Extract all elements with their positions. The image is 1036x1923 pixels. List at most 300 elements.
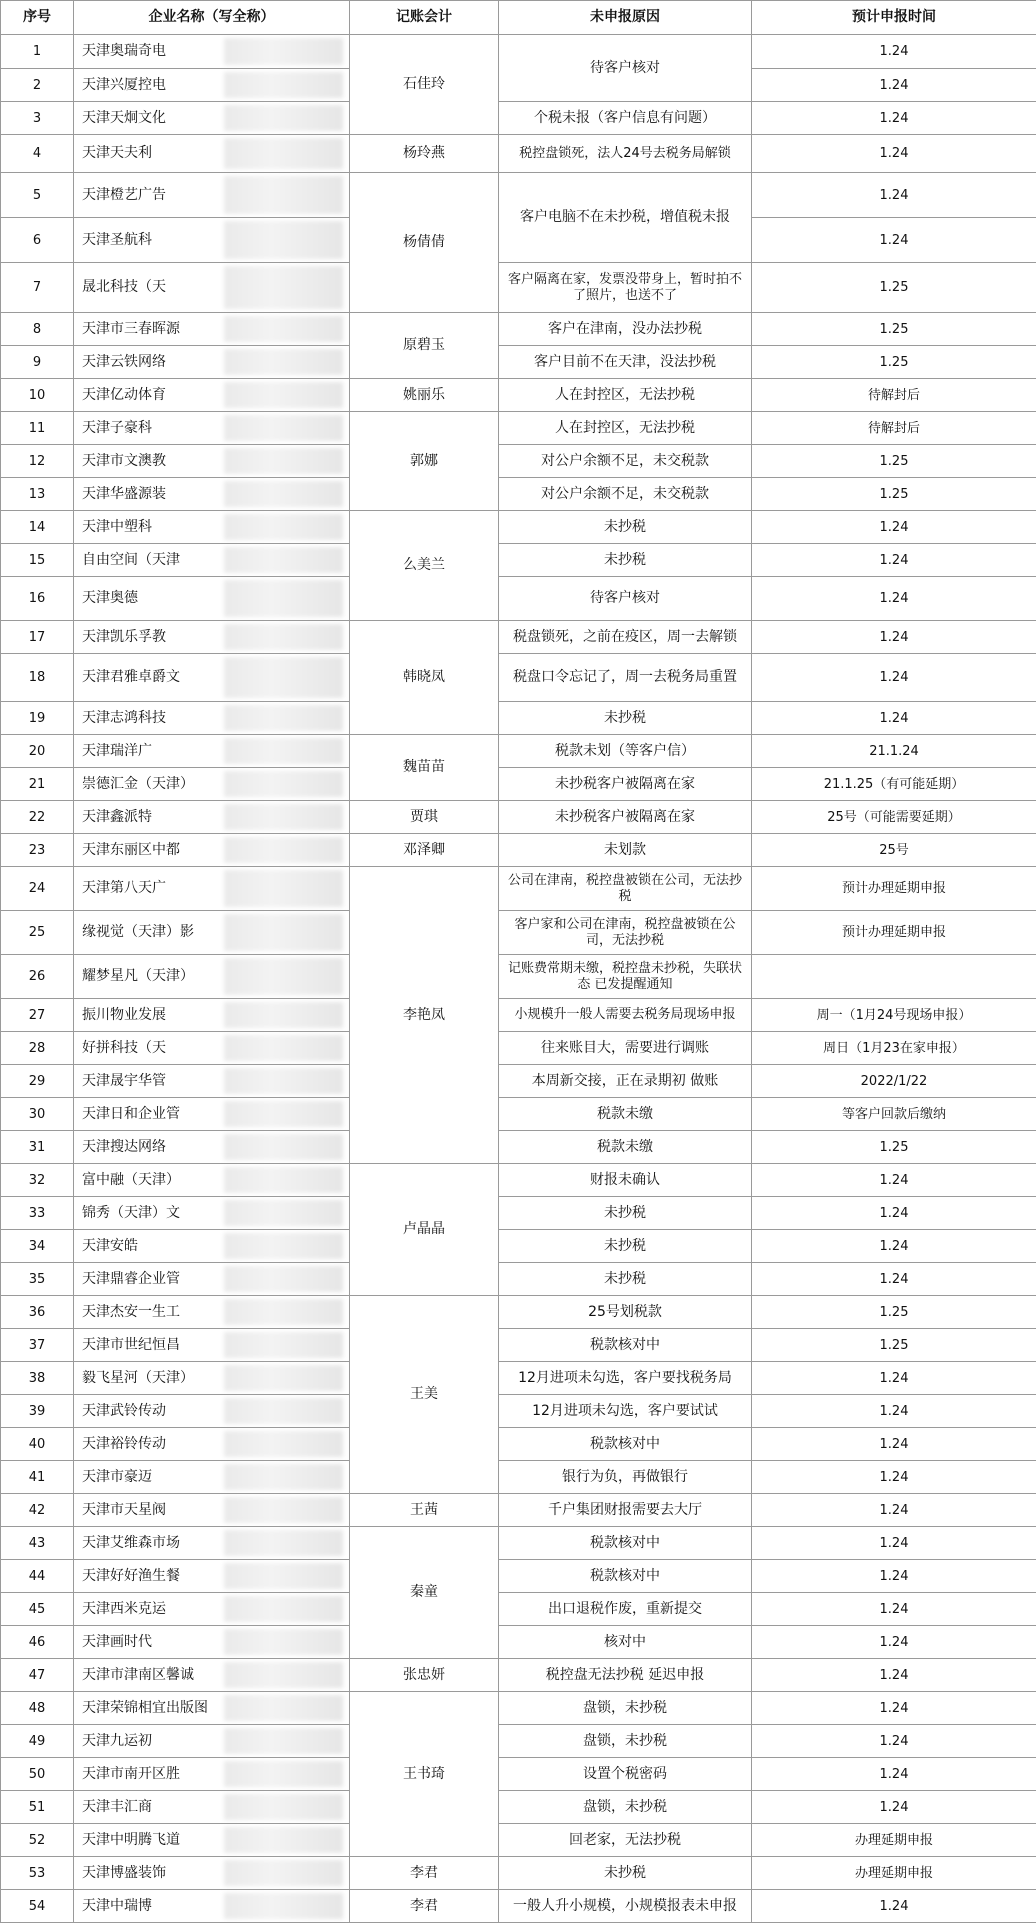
company-name: 天津兴厦控电 <box>82 77 166 93</box>
expected-time-cell: 1.24 <box>752 577 1036 621</box>
accountant-cell: 杨倩倩 <box>350 173 499 313</box>
table-row <box>1 135 1036 173</box>
expected-time-cell: 1.25 <box>752 1329 1036 1362</box>
row-index: 2 <box>1 69 74 102</box>
table-row <box>1 511 1036 544</box>
row-index: 39 <box>1 1395 74 1428</box>
company-name-cell <box>74 955 350 999</box>
table-row <box>1 1758 1036 1791</box>
row-index: 47 <box>1 1659 74 1692</box>
company-name: 天津奥瑞奇电 <box>82 43 166 59</box>
accountant-cell: 石佳玲 <box>350 35 499 135</box>
row-index: 7 <box>1 263 74 313</box>
table-row <box>1 1131 1036 1164</box>
reason-cell: 核对中 <box>499 1626 752 1659</box>
reason-cell: 税款未划（等客户信） <box>499 735 752 768</box>
redaction-blur <box>224 1794 343 1820</box>
accountant-cell: 王美 <box>350 1296 499 1494</box>
redaction-blur <box>224 1233 343 1259</box>
redaction-blur <box>224 382 343 408</box>
table-row <box>1 313 1036 346</box>
reason-cell: 未抄税客户被隔离在家 <box>499 768 752 801</box>
row-index: 16 <box>1 577 74 621</box>
company-name: 天津市文澳教 <box>82 453 166 469</box>
company-name-cell <box>74 1428 350 1461</box>
company-name: 天津亿动体育 <box>82 387 166 403</box>
redaction-blur <box>224 1332 343 1358</box>
company-name-cell <box>74 801 350 834</box>
row-index: 32 <box>1 1164 74 1197</box>
reason-cell: 税款核对中 <box>499 1329 752 1362</box>
company-name: 锦秀（天津）文 <box>82 1205 180 1221</box>
reason-cell: 未抄税 <box>499 1197 752 1230</box>
row-index: 29 <box>1 1065 74 1098</box>
row-index: 4 <box>1 135 74 173</box>
row-index: 13 <box>1 478 74 511</box>
redaction-blur <box>224 1695 343 1721</box>
table-row <box>1 867 1036 911</box>
row-index: 42 <box>1 1494 74 1527</box>
redaction-blur <box>224 1464 343 1490</box>
company-name: 天津天夫利 <box>82 145 152 161</box>
row-index: 5 <box>1 173 74 218</box>
row-index: 51 <box>1 1791 74 1824</box>
table-row <box>1 1791 1036 1824</box>
redaction-blur <box>224 1497 343 1523</box>
redaction-blur <box>224 1200 343 1226</box>
company-name: 天津搜达网络 <box>82 1139 166 1155</box>
redaction-blur <box>224 958 343 995</box>
company-name: 天津市世纪恒昌 <box>82 1337 180 1353</box>
company-name: 富中融（天津） <box>82 1172 180 1188</box>
expected-time-cell: 1.24 <box>752 1230 1036 1263</box>
expected-time-cell: 1.24 <box>752 1692 1036 1725</box>
reason-cell: 待客户核对 <box>499 35 752 102</box>
company-name-cell <box>74 1131 350 1164</box>
redaction-blur <box>224 138 343 169</box>
company-name-cell <box>74 1758 350 1791</box>
reason-cell: 个税未报（客户信息有问题） <box>499 102 752 135</box>
reason-cell: 税控盘无法抄税 延迟申报 <box>499 1659 752 1692</box>
reason-cell: 客户目前不在天津，没法抄税 <box>499 346 752 379</box>
table-row <box>1 445 1036 478</box>
accountant-cell: 卢晶晶 <box>350 1164 499 1296</box>
redaction-blur <box>224 1761 343 1787</box>
row-index: 8 <box>1 313 74 346</box>
table-row <box>1 346 1036 379</box>
row-index: 6 <box>1 218 74 263</box>
company-name: 天津鑫派特 <box>82 809 152 825</box>
company-name-cell <box>74 1230 350 1263</box>
reason-cell: 客户家和公司在津南，税控盘被锁在公司，无法抄税 <box>499 911 752 955</box>
header-expected-time: 预计申报时间 <box>752 1 1036 35</box>
company-name-cell <box>74 544 350 577</box>
table-row <box>1 801 1036 834</box>
company-name-cell <box>74 1098 350 1131</box>
company-name-cell <box>74 1824 350 1857</box>
table-row <box>1 35 1036 69</box>
accountant-cell: 郭娜 <box>350 412 499 511</box>
expected-time-cell: 1.25 <box>752 346 1036 379</box>
expected-time-cell: 1.24 <box>752 102 1036 135</box>
accountant-cell: 李艳凤 <box>350 867 499 1164</box>
redaction-blur <box>224 657 343 698</box>
expected-time-cell: 1.24 <box>752 1428 1036 1461</box>
company-name-cell <box>74 702 350 735</box>
expected-time-cell: 1.24 <box>752 1461 1036 1494</box>
row-index: 52 <box>1 1824 74 1857</box>
company-name: 天津丰汇商 <box>82 1799 152 1815</box>
redaction-blur <box>224 1629 343 1655</box>
expected-time-cell: 1.24 <box>752 1527 1036 1560</box>
accountant-cell: 秦童 <box>350 1527 499 1659</box>
redaction-blur <box>224 1563 343 1589</box>
row-index: 36 <box>1 1296 74 1329</box>
row-index: 9 <box>1 346 74 379</box>
redaction-blur <box>224 1134 343 1160</box>
table-row <box>1 702 1036 735</box>
accountant-cell: 么美兰 <box>350 511 499 621</box>
accountant-cell: 贾琪 <box>350 801 499 834</box>
reason-cell: 人在封控区，无法抄税 <box>499 412 752 445</box>
company-name: 天津晟宇华管 <box>82 1073 166 1089</box>
company-name-cell <box>74 654 350 702</box>
redaction-blur <box>224 1893 343 1919</box>
company-name: 天津圣航科 <box>82 232 152 248</box>
redaction-blur <box>224 738 343 764</box>
row-index: 3 <box>1 102 74 135</box>
company-name: 天津华盛源装 <box>82 486 166 502</box>
company-name-cell <box>74 135 350 173</box>
company-name-cell <box>74 1263 350 1296</box>
row-index: 17 <box>1 621 74 654</box>
company-name-cell <box>74 173 350 218</box>
company-name-cell <box>74 412 350 445</box>
reason-cell: 税款未缴 <box>499 1098 752 1131</box>
expected-time-cell: 等客户回款后缴纳 <box>752 1098 1036 1131</box>
reason-cell: 未抄税 <box>499 511 752 544</box>
table-row <box>1 412 1036 445</box>
company-name: 天津志鸿科技 <box>82 710 166 726</box>
redaction-blur <box>224 1431 343 1457</box>
reason-cell: 客户在津南，没办法抄税 <box>499 313 752 346</box>
row-index: 11 <box>1 412 74 445</box>
table-row <box>1 173 1036 218</box>
row-index: 1 <box>1 35 74 69</box>
table-row <box>1 1032 1036 1065</box>
company-name: 天津凯乐孚教 <box>82 629 166 645</box>
table-row <box>1 1527 1036 1560</box>
expected-time-cell: 办理延期申报 <box>752 1824 1036 1857</box>
company-name-cell <box>74 1395 350 1428</box>
table-row <box>1 478 1036 511</box>
company-name: 天津中明腾飞道 <box>82 1832 180 1848</box>
redaction-blur <box>224 221 343 259</box>
redaction-blur <box>224 349 343 375</box>
company-name: 天津云铁网络 <box>82 354 166 370</box>
company-name-cell <box>74 1065 350 1098</box>
row-index: 28 <box>1 1032 74 1065</box>
reason-cell: 税款核对中 <box>499 1428 752 1461</box>
header-accountant: 记账会计 <box>350 1 499 35</box>
reason-cell: 12月进项未勾选，客户要试试 <box>499 1395 752 1428</box>
redaction-blur <box>224 1530 343 1556</box>
redaction-blur <box>224 771 343 797</box>
row-index: 12 <box>1 445 74 478</box>
accountant-cell: 杨玲燕 <box>350 135 499 173</box>
expected-time-cell: 1.24 <box>752 511 1036 544</box>
accountant-cell: 原碧玉 <box>350 313 499 379</box>
redaction-blur <box>224 38 343 65</box>
table-row <box>1 1065 1036 1098</box>
redaction-blur <box>224 1827 343 1853</box>
expected-time-cell: 1.25 <box>752 1131 1036 1164</box>
redaction-blur <box>224 105 343 131</box>
table-row <box>1 654 1036 702</box>
table-row <box>1 1098 1036 1131</box>
company-name: 天津市豪迈 <box>82 1469 152 1485</box>
redaction-blur <box>224 914 343 951</box>
redaction-blur <box>224 514 343 540</box>
expected-time-cell: 1.24 <box>752 1395 1036 1428</box>
redaction-blur <box>224 1596 343 1622</box>
table-row <box>1 735 1036 768</box>
company-name-cell <box>74 1725 350 1758</box>
redaction-blur <box>224 176 343 214</box>
company-name-cell <box>74 313 350 346</box>
accountant-cell: 王书琦 <box>350 1692 499 1857</box>
reason-cell: 盘锁，未抄税 <box>499 1692 752 1725</box>
company-name: 天津天炯文化 <box>82 110 166 126</box>
row-index: 37 <box>1 1329 74 1362</box>
reason-cell: 税款核对中 <box>499 1560 752 1593</box>
table-row <box>1 544 1036 577</box>
reason-cell: 未抄税 <box>499 1230 752 1263</box>
row-index: 44 <box>1 1560 74 1593</box>
table-row <box>1 1197 1036 1230</box>
row-index: 49 <box>1 1725 74 1758</box>
redaction-blur <box>224 1266 343 1292</box>
row-index: 33 <box>1 1197 74 1230</box>
row-index: 23 <box>1 834 74 867</box>
row-index: 19 <box>1 702 74 735</box>
expected-time-cell: 1.24 <box>752 1494 1036 1527</box>
expected-time-cell: 1.25 <box>752 478 1036 511</box>
expected-time-cell: 待解封后 <box>752 379 1036 412</box>
reason-cell: 待客户核对 <box>499 577 752 621</box>
reason-cell: 银行为负，再做银行 <box>499 1461 752 1494</box>
company-name-cell <box>74 1560 350 1593</box>
reason-cell: 对公户余额不足，未交税款 <box>499 445 752 478</box>
redaction-blur <box>224 448 343 474</box>
expected-time-cell: 2022/1/22 <box>752 1065 1036 1098</box>
expected-time-cell: 1.24 <box>752 1725 1036 1758</box>
table-row <box>1 1428 1036 1461</box>
company-name: 天津画时代 <box>82 1634 152 1650</box>
expected-time-cell: 周一（1月24号现场申报） <box>752 999 1036 1032</box>
table-row <box>1 1263 1036 1296</box>
redaction-blur <box>224 1728 343 1754</box>
row-index: 54 <box>1 1890 74 1923</box>
company-name-cell <box>74 263 350 313</box>
expected-time-cell: 21.1.24 <box>752 735 1036 768</box>
expected-time-cell: 1.24 <box>752 1626 1036 1659</box>
expected-time-cell: 周日（1月23在家申报） <box>752 1032 1036 1065</box>
expected-time-cell: 1.24 <box>752 1560 1036 1593</box>
company-name: 天津中瑞博 <box>82 1898 152 1914</box>
table-row <box>1 1692 1036 1725</box>
table-row <box>1 1164 1036 1197</box>
row-index: 35 <box>1 1263 74 1296</box>
company-name-cell <box>74 1626 350 1659</box>
redaction-blur <box>224 72 343 98</box>
table-row <box>1 379 1036 412</box>
company-name-cell <box>74 1197 350 1230</box>
company-name: 天津九运初 <box>82 1733 152 1749</box>
table-row <box>1 999 1036 1032</box>
company-name-cell <box>74 999 350 1032</box>
company-name-cell <box>74 218 350 263</box>
table-row <box>1 1296 1036 1329</box>
reason-cell: 人在封控区，无法抄税 <box>499 379 752 412</box>
reason-cell: 出口退税作废，重新提交 <box>499 1593 752 1626</box>
redaction-blur <box>224 1365 343 1391</box>
row-index: 41 <box>1 1461 74 1494</box>
expected-time-cell: 待解封后 <box>752 412 1036 445</box>
row-index: 24 <box>1 867 74 911</box>
accountant-cell: 李君 <box>350 1857 499 1890</box>
company-name: 缘视觉（天津）影 <box>82 924 194 940</box>
expected-time-cell: 21.1.25（有可能延期） <box>752 768 1036 801</box>
company-name: 天津市南开区胜 <box>82 1766 180 1782</box>
company-name-cell <box>74 1296 350 1329</box>
accountant-cell: 张忠妍 <box>350 1659 499 1692</box>
company-name: 天津杰安一生工 <box>82 1304 180 1320</box>
redaction-blur <box>224 870 343 907</box>
reason-cell: 设置个税密码 <box>499 1758 752 1791</box>
reason-cell: 12月进项未勾选，客户要找税务局 <box>499 1362 752 1395</box>
company-name: 天津东丽区中都 <box>82 842 180 858</box>
expected-time-cell: 1.24 <box>752 702 1036 735</box>
redaction-blur <box>224 1299 343 1325</box>
row-index: 21 <box>1 768 74 801</box>
reason-cell: 未抄税 <box>499 1263 752 1296</box>
row-index: 18 <box>1 654 74 702</box>
accountant-cell: 邓泽卿 <box>350 834 499 867</box>
company-name-cell <box>74 1164 350 1197</box>
company-name: 天津君雅卓爵文 <box>82 669 180 685</box>
expected-time-cell <box>752 955 1036 999</box>
company-name: 天津子豪科 <box>82 420 152 436</box>
redaction-blur <box>224 1035 343 1061</box>
row-index: 34 <box>1 1230 74 1263</box>
reason-cell: 未划款 <box>499 834 752 867</box>
company-name: 崇德汇金（天津） <box>82 776 194 792</box>
expected-time-cell: 1.25 <box>752 263 1036 313</box>
header-company: 企业名称（写全称） <box>74 1 350 35</box>
company-name-cell <box>74 768 350 801</box>
company-name: 天津安皓 <box>82 1238 138 1254</box>
company-name: 毅飞星河（天津） <box>82 1370 194 1386</box>
row-index: 25 <box>1 911 74 955</box>
company-name-cell <box>74 478 350 511</box>
row-index: 14 <box>1 511 74 544</box>
company-name: 天津橙艺广告 <box>82 187 166 203</box>
reason-cell: 税盘锁死，之前在疫区，周一去解锁 <box>499 621 752 654</box>
accountant-cell: 魏苗苗 <box>350 735 499 801</box>
reason-cell: 税盘口令忘记了，周一去税务局重置 <box>499 654 752 702</box>
company-name-cell <box>74 1362 350 1395</box>
company-name-cell <box>74 35 350 69</box>
expected-time-cell: 1.25 <box>752 313 1036 346</box>
expected-time-cell: 1.24 <box>752 1659 1036 1692</box>
expected-time-cell: 1.24 <box>752 1593 1036 1626</box>
expected-time-cell: 预计办理延期申报 <box>752 911 1036 955</box>
company-name: 天津荣锦相宜出版图 <box>82 1700 208 1716</box>
redaction-blur <box>224 1398 343 1424</box>
company-name: 天津中塑科 <box>82 519 152 535</box>
table-row <box>1 1659 1036 1692</box>
company-name: 耀梦星凡（天津） <box>82 968 194 984</box>
company-name-cell <box>74 1791 350 1824</box>
expected-time-cell: 1.24 <box>752 218 1036 263</box>
row-index: 48 <box>1 1692 74 1725</box>
expected-time-cell: 1.24 <box>752 1197 1036 1230</box>
accountant-cell: 姚丽乐 <box>350 379 499 412</box>
expected-time-cell: 1.24 <box>752 1263 1036 1296</box>
company-name: 天津奥德 <box>82 590 138 606</box>
table-row <box>1 955 1036 999</box>
row-index: 45 <box>1 1593 74 1626</box>
accountant-cell: 李君 <box>350 1890 499 1923</box>
company-name-cell <box>74 1659 350 1692</box>
expected-time-cell: 1.24 <box>752 544 1036 577</box>
expected-time-cell: 办理延期申报 <box>752 1857 1036 1890</box>
redaction-blur <box>224 1101 343 1127</box>
company-name-cell <box>74 834 350 867</box>
reason-cell: 未抄税 <box>499 544 752 577</box>
redaction-blur <box>224 804 343 830</box>
company-name-cell <box>74 867 350 911</box>
redaction-blur <box>224 580 343 617</box>
table-row <box>1 1395 1036 1428</box>
expected-time-cell: 1.24 <box>752 654 1036 702</box>
company-name: 晟北科技（天 <box>82 279 166 295</box>
company-name: 振川物业发展 <box>82 1007 166 1023</box>
row-index: 15 <box>1 544 74 577</box>
company-name-cell <box>74 1494 350 1527</box>
table-row <box>1 1593 1036 1626</box>
table-row <box>1 768 1036 801</box>
reason-cell: 未抄税 <box>499 702 752 735</box>
table-row <box>1 1626 1036 1659</box>
company-name-cell <box>74 69 350 102</box>
company-name-cell <box>74 621 350 654</box>
table-row <box>1 263 1036 313</box>
expected-time-cell: 1.24 <box>752 621 1036 654</box>
reason-cell: 千户集团财报需要去大厅 <box>499 1494 752 1527</box>
company-name-cell <box>74 511 350 544</box>
company-name-cell <box>74 1329 350 1362</box>
company-name: 天津西米克运 <box>82 1601 166 1617</box>
expected-time-cell: 1.24 <box>752 173 1036 218</box>
reason-cell: 回老家，无法抄税 <box>499 1824 752 1857</box>
table-row <box>1 1824 1036 1857</box>
row-index: 50 <box>1 1758 74 1791</box>
reason-cell: 往来账目大，需要进行调账 <box>499 1032 752 1065</box>
company-name-cell <box>74 346 350 379</box>
redaction-blur <box>224 415 343 441</box>
